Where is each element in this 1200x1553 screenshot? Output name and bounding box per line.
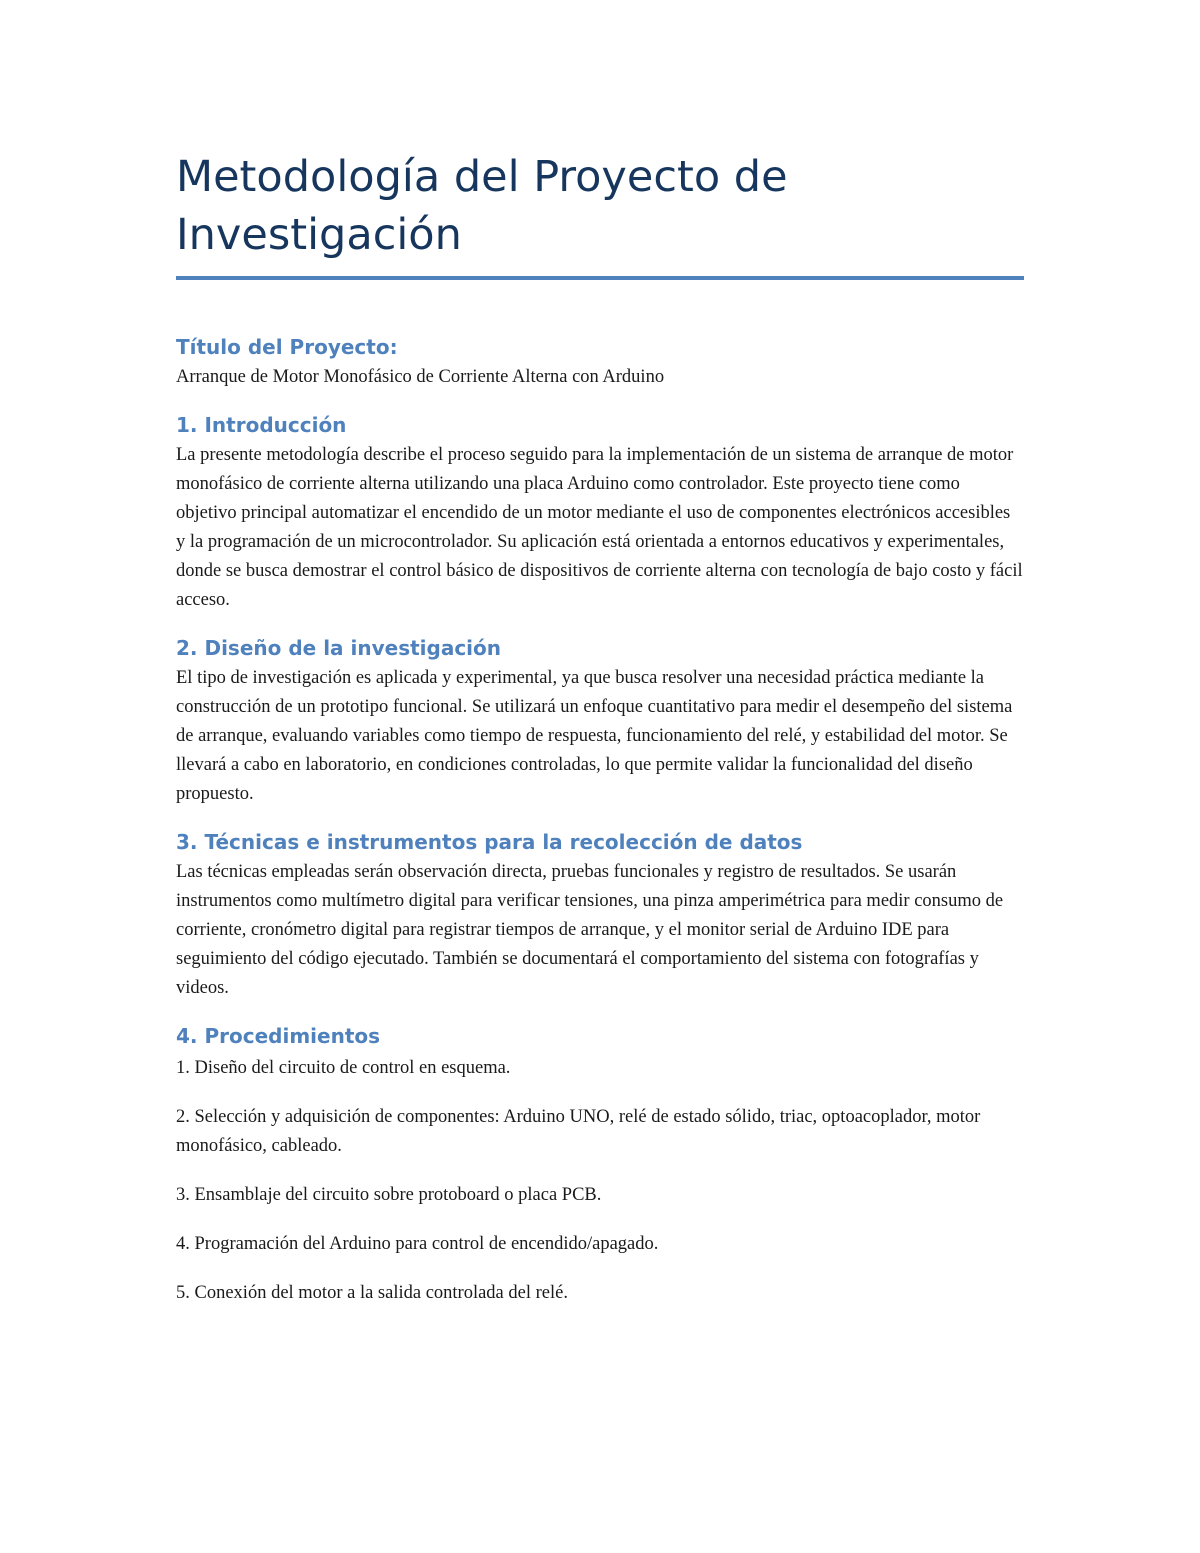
- procedure-list: [176, 1054, 1024, 1308]
- section-heading-procedimientos: 4. Procedimientos: [176, 1024, 381, 1048]
- document-title-line-2: Investigación: [176, 210, 462, 260]
- section-body-diseno: El tipo de investigación es aplicada y experimental, ya que busca resolver una necesidad práctica mediante la construcción de un prototipo funcional. Se utilizará un enfoque cuantitativo para medir el desempeño del sistema de arranque, evaluando variables como tiempo de respuesta, funcionamiento del relé, y estabilidad del motor. Se llevará a cabo en laboratorio, en condiciones controladas, lo que permite validar la funcionalidad del diseño propuesto.: [176, 668, 1013, 804]
- section-heading-introduccion: 1. Introducción: [176, 413, 347, 437]
- section-introduccion: [176, 410, 1024, 615]
- section-heading-diseno: 2. Diseño de la investigación: [176, 636, 502, 660]
- project-title-heading: Título del Proyecto:: [176, 335, 398, 359]
- project-title-text: Arranque de Motor Monofásico de Corriente Alterna con Arduino: [176, 367, 665, 387]
- procedure-item: 4. Programación del Arduino para control de encendido/apagado.: [176, 1234, 659, 1254]
- section-procedimientos: [176, 1021, 1024, 1308]
- procedure-item: 1. Diseño del circuito de control en esquema.: [176, 1058, 511, 1078]
- procedure-item: 5. Conexión del motor a la salida controlada del relé.: [176, 1283, 568, 1303]
- document-page: [176, 148, 1024, 1308]
- section-diseno: [176, 633, 1024, 809]
- section-heading-tecnicas: 3. Técnicas e instrumentos para la recolección de datos: [176, 830, 803, 854]
- section-body-introduccion: La presente metodología describe el proceso seguido para la implementación de un sistema de arranque de motor monofásico de corriente alterna utilizando una placa Arduino como controlador. Este proyecto tiene como objetivo principal automatizar el encendido de un motor mediante el uso de componentes electrónicos accesibles y la programación de un microcontrolador. Su aplicación está orientada a entornos educativos y experimentales, donde se busca demostrar el control básico de dispositivos de corriente alterna con tecnología de bajo costo y fácil acceso.: [176, 445, 1023, 610]
- document-title: [176, 148, 1024, 280]
- document-title-line-1: Metodología del Proyecto de: [176, 152, 788, 202]
- procedure-item: 3. Ensamblaje del circuito sobre protoboard o placa PCB.: [176, 1185, 602, 1205]
- section-tecnicas: [176, 827, 1024, 1003]
- section-body-tecnicas: Las técnicas empleadas serán observación directa, pruebas funcionales y registro de resultados. Se usarán instrumentos como multímetro digital para verificar tensiones, una pinza amperimétrica para medir consumo de corriente, cronómetro digital para registrar tiempos de arranque, y el monitor serial de Arduino IDE para seguimiento del código ejecutado. También se documentará el comportamiento del sistema con fotografías y videos.: [176, 862, 1004, 998]
- procedure-item: 2. Selección y adquisición de componentes: Arduino UNO, relé de estado sólido, triac, optoacoplador, motor monofásico, cableado.: [176, 1107, 981, 1156]
